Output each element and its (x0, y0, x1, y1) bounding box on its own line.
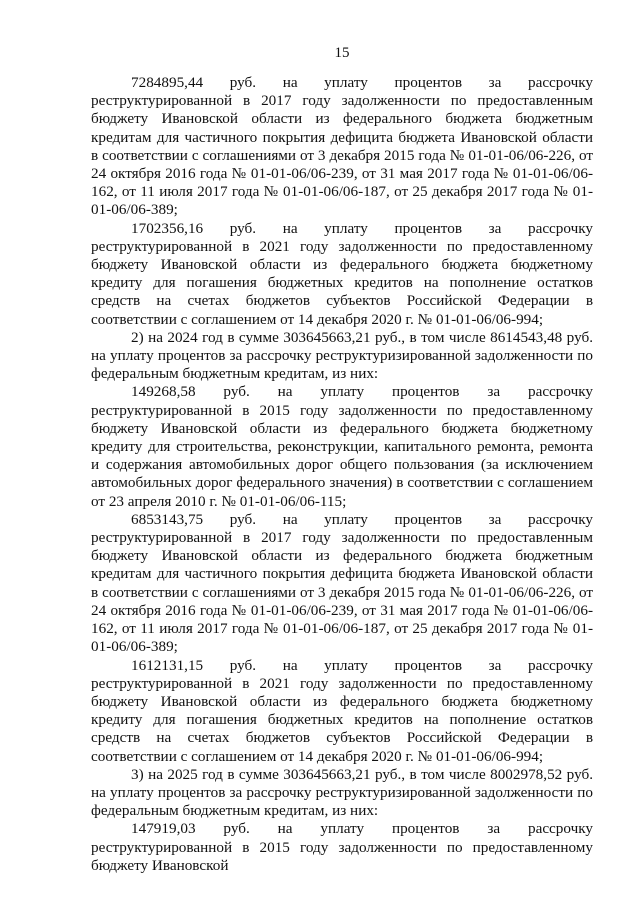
paragraph: 6853143,75 руб. на уплату процентов за рассрочку реструктурированной в 2017 году задолженности по предоставленным бюджету Ивановской области из федерального бюджета бюджетным кредитам для частичного покрытия дефицита бюджета Ивановской области в соответствии с соглашениями от 3 декабря 2015 года № 01-01-06/06-226, от 24 октября 2016 года № 01-01-06/06-239, от 31 мая 2017 года № 01-01-06/06-162, от 11 июля 2017 года № 01-01-06/06-187, от 25 декабря 2017 года № 01-01-06/06-389; (91, 510, 593, 656)
paragraph: 1702356,16 руб. на уплату процентов за рассрочку реструктурированной в 2021 году задолженности по предоставленному бюджету Ивановской области из федерального бюджета бюджетному кредиту для погашения бюджетных кредитов на пополнение остатков средств на счетах бюджетов субъектов Российской Федерации в соответствии с соглашением от 14 декабря 2020 г. № 01-01-06/06-994; (91, 219, 593, 328)
paragraph: 7284895,44 руб. на уплату процентов за рассрочку реструктурированной в 2017 году задолженности по предоставленным бюджету Ивановской области из федерального бюджета бюджетным кредитам для частичного покрытия дефицита бюджета Ивановской области в соответствии с соглашениями от 3 декабря 2015 года № 01-01-06/06-226, от 24 октября 2016 года № 01-01-06/06-239, от 31 мая 2017 года № 01-01-06/06-162, от 11 июля 2017 года № 01-01-06/06-187, от 25 декабря 2017 года № 01-01-06/06-389; (91, 74, 593, 219)
paragraph: 1612131,15 руб. на уплату процентов за рассрочку реструктурированной в 2021 году задолженности по предоставленному бюджету Ивановской области из федерального бюджета бюджетному кредиту для погашения бюджетных кредитов на пополнение остатков средств на счетах бюджетов субъектов Российской Федерации в соответствии с соглашением от 14 декабря 2020 г. № 01-01-06/06-994; (91, 656, 593, 765)
paragraph: 2) на 2024 год в сумме 303645663,21 руб., в том числе 8614543,48 руб. на уплату процентов за рассрочку реструктуризированной задолженности по федеральным бюджетным кредитам, из них: (91, 328, 593, 383)
paragraph: 3) на 2025 год в сумме 303645663,21 руб., в том числе 8002978,52 руб. на уплату процентов за рассрочку реструктуризированной задолженности по федеральным бюджетным кредитам, из них: (91, 765, 593, 820)
paragraph: 149268,58 руб. на уплату процентов за рассрочку реструктурированной в 2015 году задолженности по предоставленному бюджету Ивановской области из федерального бюджета бюджетному кредиту для строительства, реконструкции, капитального ремонта, ремонта и содержания автомобильных дорог общего пользования (за исключением автомобильных дорог федерального значения) в соответствии с соглашением от 23 апреля 2010 г. № 01-01-06/06-115; (91, 383, 593, 510)
page-number: 15 (334, 45, 350, 61)
paragraph: 147919,03 руб. на уплату процентов за рассрочку реструктурированной в 2015 году задолженности по предоставленному бюджету Ивановской (91, 820, 593, 874)
document-body (91, 74, 593, 875)
